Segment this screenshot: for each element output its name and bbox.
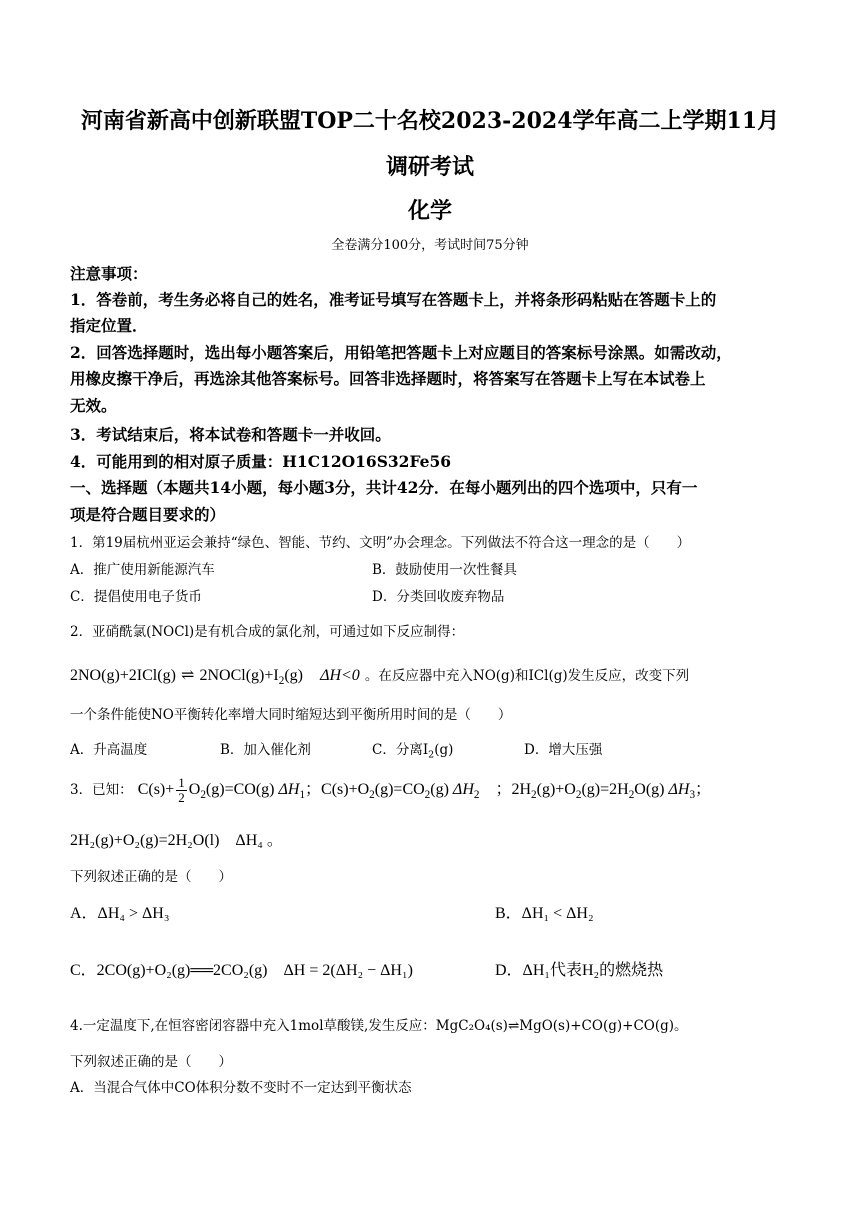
q2-eq-tail: 。在反应器中充入NO(g)和ICl(g)发生反应，改变下列 <box>364 668 690 684</box>
q2-option-c-text: C．分离I <box>372 742 429 758</box>
section1-heading-line2: 项是符合题目要求的） <box>70 505 226 524</box>
q3-fraction <box>176 776 187 805</box>
q2-option-a: A．升高温度 <box>70 742 148 758</box>
q3-option-c: C．2CO(g)+O₂(g)══2CO₂(g) ΔH = 2(ΔH₂ − ΔH₁) <box>70 962 413 979</box>
q2-option-c-sub: 2 <box>428 749 435 761</box>
note-line-6: 3．考试结束后，将本试卷和答题卡一并收回。 <box>70 425 391 444</box>
note-line-5: 无效。 <box>70 396 117 415</box>
q2-stem: 2．亚硝酰氯(NOCl)是有机合成的氯化剂，可通过如下反应制得： <box>70 624 465 640</box>
q3-prefix: 3．已知： <box>70 782 133 799</box>
q2-eq-right-main: 2NOCl(g)+I <box>199 667 279 684</box>
q1-option-c: C．提倡使用电子货币 <box>70 589 202 605</box>
q4-option-a: A．当混合气体中CO体积分数不变时不一定达到平衡状态 <box>70 1080 412 1096</box>
q1-option-d: D．分类回收废弃物品 <box>372 589 505 605</box>
q2-eq-dh: ΔH<0 <box>320 667 360 684</box>
q4-question: 下列叙述正确的是（ ） <box>70 1054 232 1070</box>
q2-equation-line <box>70 664 690 688</box>
q3-option-a: A．ΔH₄ > ΔH₃ <box>70 905 170 922</box>
section1-heading-line1: 一、选择题（本题共14小题，每小题3分，共计42分．在每小题列出的四个选项中，只有一 <box>70 478 698 497</box>
q2-option-c-tail: (g) <box>434 742 454 758</box>
q4-stem: 4.一定温度下,在恒容密闭容器中充入1mol草酸镁,发生反应：MgC₂O₄(s)⇌MgO(s)+CO(g)+CO(g)。 <box>70 1018 688 1034</box>
q2-eq-arrow: ⇌ <box>180 667 195 684</box>
q3-given-line <box>70 776 711 805</box>
notes-heading: 注意事项： <box>70 264 148 283</box>
exam-title-line2: 调研考试 <box>385 154 474 180</box>
q3-fraction-num: 1 <box>178 775 185 790</box>
q2-option-d: D．增大压强 <box>524 742 603 758</box>
q1-option-b: B．鼓励使用一次性餐具 <box>372 562 517 578</box>
q3-option-b: B．ΔH₁ < ΔH₂ <box>495 905 594 922</box>
q2-option-c <box>372 738 454 761</box>
q2-option-b: B．加入催化剂 <box>220 742 311 758</box>
q2-eq-right-tail: (g) <box>284 667 303 684</box>
q3-option-d: D．ΔH₁代表H₂的燃烧热 <box>495 962 664 979</box>
q1-option-a: A．推广使用新能源汽车 <box>70 562 215 578</box>
note-line-4: 用橡皮擦干净后，再选涂其他答案标号。回答非选择题时，将答案写在答题卡上写在本试卷上 <box>70 369 706 388</box>
q2-eq-left: 2NO(g)+2ICl(g) <box>70 667 176 684</box>
exam-title-line1: 河南省新高中创新联盟TOP二十名校2023-2024学年高二上学期11月 <box>80 108 780 134</box>
note-line-3: 2．回答选择题时，选出每小题答案后，用铅笔把答题卡上对应题目的答案标号涂黑。如需改动， <box>70 343 732 362</box>
q3-eq1: C(s)+ $\frac{1}{2}$ $O_2(g)=CO(g)$ $\Delta H_1$；$C(s)+O_2(g)=CO_2(g)$ $\Delta H_2$ ；$2H_2(g)+O_2(g)=2H_2O(g)$ $\Delta H_3$； <box>137 775 712 805</box>
q3-given-line2: 2H₂(g)+O₂(g)=2H₂O(l) ΔH₄ 。 <box>70 832 283 849</box>
q3-fraction-den: 2 <box>178 790 185 805</box>
q1-stem: 1．第19届杭州亚运会兼持“绿色、智能、节约、文明”办会理念。下列做法不符合这一理念的是（ ） <box>70 535 691 551</box>
note-line-7: 4．可能用到的相对原子质量：H1C12O16S32Fe56 <box>70 452 452 471</box>
note-line-1: 1．答卷前，考生务必将自己的姓名，准考证号填写在答题卡上，并将条形码粘贴在答题卡上的 <box>70 290 717 309</box>
q2-eq-right <box>199 667 303 688</box>
exam-meta: 全卷满分100分，考试时间75分钟 <box>331 238 529 253</box>
subject-title: 化学 <box>407 198 452 224</box>
q2-stem-line2: 一个条件能使NO平衡转化率增大同时缩短达到平衡所用时间的是（ ） <box>70 707 512 723</box>
note-line-2: 指定位置． <box>70 316 148 335</box>
q3-question: 下列叙述正确的是（ ） <box>70 869 232 885</box>
q2-eq-right-sub: 2 <box>278 675 285 688</box>
